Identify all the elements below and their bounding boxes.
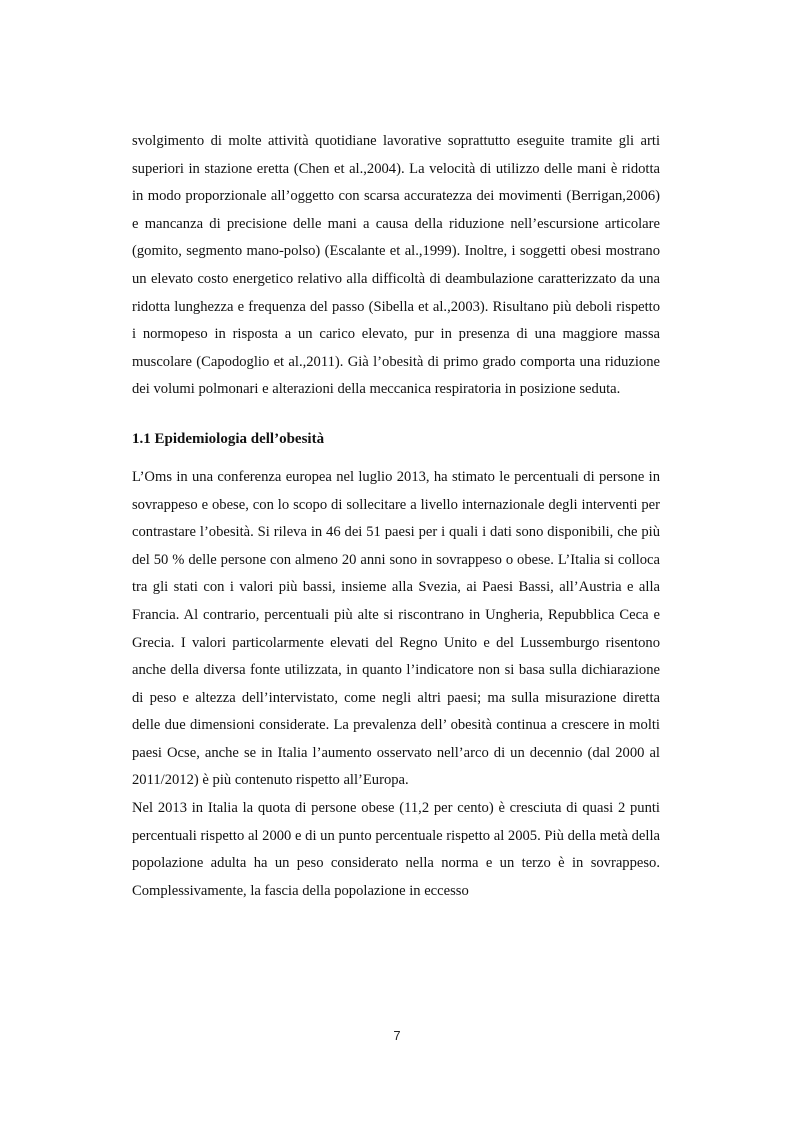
- document-page: [132, 128, 660, 905]
- body-paragraph: L’Oms in una conferenza europea nel luglio 2013, ha stimato le percentuali di persone in sovrappeso e obese, con lo scopo di sollecitare a livello internazionale degli interventi per contrastare l’obesità. Si rileva in 46 dei 51 paesi per i quali i dati sono disponibili, che più del 50 % delle persone con almeno 20 anni sono in sovrappeso o obese. L’Italia si colloca tra gli stati con i valori più bassi, insieme alla Svezia, ai Paesi Bassi, all’Austria e alla Francia. Al contrario, percentuali più alte si riscontrano in Ungheria, Repubblica Ceca e Grecia. I valori particolarmente elevati del Regno Unito e del Lussemburgo risentono anche della diversa fonte utilizzata, in quanto l’indicatore non si basa sulla dichiarazione di peso e altezza dell’intervistato, come negli altri paesi; ma sulla misurazione diretta delle due dimensioni considerate. La prevalenza dell’ obesità continua a crescere in molti paesi Ocse, anche se in Italia l’aumento osservato nell’arco di un decennio (dal 2000 al 2011/2012) è più contenuto rispetto all’Europa.: [132, 468, 660, 789]
- body-paragraph: Nel 2013 in Italia la quota di persone obese (11,2 per cento) è cresciuta di quasi 2 punti percentuali rispetto al 2000 e di un punto percentuale rispetto al 2005. Più della metà della popolazione adulta ha un peso considerato nella norma e un terzo è in sovrappeso. Complessivamente, la fascia della popolazione in eccesso: [132, 800, 660, 899]
- page-number: 7: [393, 1028, 401, 1043]
- section-heading: 1.1 Epidemiologia dell’obesità: [132, 430, 325, 447]
- body-paragraph: svolgimento di molte attività quotidiane lavorative soprattutto eseguite tramite gli arti superiori in stazione eretta (Chen et al.,2004). La velocità di utilizzo delle mani è ridotta in modo proporzionale all’oggetto con scarsa accuratezza dei movimenti (Berrigan,2006) e mancanza di precisione delle mani a causa della riduzione nell’escursione articolare (gomito, segmento mano-polso) (Escalante et al.,1999). Inoltre, i soggetti obesi mostrano un elevato costo energetico relativo alla difficoltà di deambulazione caratterizzato da una ridotta lunghezza e frequenza del passo (Sibella et al.,2003). Risultano più deboli rispetto i normopeso in risposta a un carico elevato, pur in presenza di una maggiore massa muscolare (Capodoglio et al.,2011). Già l’obesità di primo grado comporta una riduzione dei volumi polmonari e alterazioni della meccanica respiratoria in posizione seduta.: [132, 133, 660, 398]
